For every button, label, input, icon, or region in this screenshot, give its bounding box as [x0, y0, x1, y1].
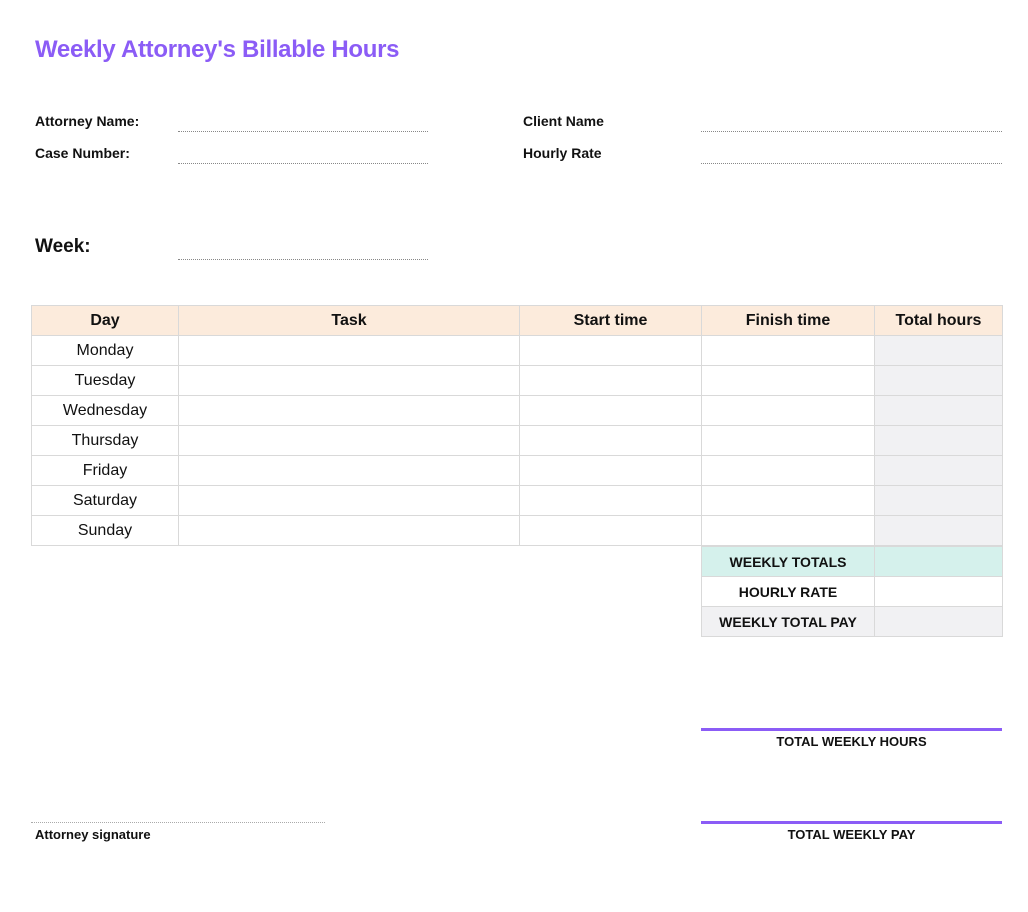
start-time-cell[interactable]: [520, 486, 702, 516]
hourly-rate-summary-label: HOURLY RATE: [702, 577, 875, 607]
table-row: [32, 366, 1003, 396]
table-row: [32, 396, 1003, 426]
weekly-totals-value[interactable]: [875, 547, 1003, 577]
attorney-signature-label: Attorney signature: [35, 827, 151, 842]
task-cell[interactable]: [179, 456, 520, 486]
finish-time-cell[interactable]: [702, 426, 875, 456]
finish-time-cell[interactable]: [702, 336, 875, 366]
table-row: [32, 456, 1003, 486]
client-name-label: Client Name: [523, 113, 604, 129]
day-cell: Sunday: [32, 516, 179, 546]
total-weekly-hours-label: TOTAL WEEKLY HOURS: [776, 734, 927, 749]
total-hours-cell[interactable]: [875, 516, 1003, 546]
weekly-totals-row: [702, 547, 1003, 577]
hourly-rate-field[interactable]: [701, 163, 1002, 164]
header-start-time: Start time: [520, 306, 702, 336]
total-hours-cell[interactable]: [875, 336, 1003, 366]
day-cell: Saturday: [32, 486, 179, 516]
total-hours-cell[interactable]: [875, 426, 1003, 456]
table-header-row: [32, 306, 1003, 336]
table-row: [32, 486, 1003, 516]
table-row: [32, 516, 1003, 546]
start-time-cell[interactable]: [520, 366, 702, 396]
case-number-field[interactable]: [178, 163, 428, 164]
attorney-name-field[interactable]: [178, 131, 428, 132]
day-cell: Monday: [32, 336, 179, 366]
total-weekly-pay-line[interactable]: [701, 821, 1002, 824]
start-time-cell[interactable]: [520, 516, 702, 546]
total-hours-cell[interactable]: [875, 396, 1003, 426]
table-row: [32, 426, 1003, 456]
task-cell[interactable]: [179, 516, 520, 546]
total-weekly-pay-label: TOTAL WEEKLY PAY: [787, 827, 916, 842]
start-time-cell[interactable]: [520, 336, 702, 366]
week-field[interactable]: [178, 259, 428, 260]
start-time-cell[interactable]: [520, 456, 702, 486]
day-cell: Tuesday: [32, 366, 179, 396]
week-label: Week:: [35, 236, 91, 257]
day-cell: Thursday: [32, 426, 179, 456]
total-hours-cell[interactable]: [875, 366, 1003, 396]
header-total-hours: Total hours: [875, 306, 1003, 336]
task-cell[interactable]: [179, 336, 520, 366]
hourly-rate-label: Hourly Rate: [523, 145, 602, 161]
day-cell: Wednesday: [32, 396, 179, 426]
attorney-name-label: Attorney Name:: [35, 113, 140, 129]
page-title: Weekly Attorney's Billable Hours: [35, 36, 400, 63]
weekly-totals-label: WEEKLY TOTALS: [702, 547, 875, 577]
weekly-total-pay-label: WEEKLY TOTAL PAY: [702, 607, 875, 637]
weekly-total-pay-row: [702, 607, 1003, 637]
header-finish-time: Finish time: [702, 306, 875, 336]
case-number-label: Case Number:: [35, 145, 130, 161]
hours-table: [31, 305, 1003, 546]
client-name-field[interactable]: [701, 131, 1002, 132]
weekly-total-pay-value[interactable]: [875, 607, 1003, 637]
signature-line[interactable]: [31, 822, 325, 823]
hourly-rate-row: [702, 577, 1003, 607]
header-day: Day: [32, 306, 179, 336]
total-weekly-hours-line[interactable]: [701, 728, 1002, 731]
finish-time-cell[interactable]: [702, 456, 875, 486]
finish-time-cell[interactable]: [702, 486, 875, 516]
summary-table: [701, 546, 1003, 637]
finish-time-cell[interactable]: [702, 396, 875, 426]
finish-time-cell[interactable]: [702, 366, 875, 396]
start-time-cell[interactable]: [520, 426, 702, 456]
start-time-cell[interactable]: [520, 396, 702, 426]
task-cell[interactable]: [179, 366, 520, 396]
table-row: [32, 336, 1003, 366]
total-hours-cell[interactable]: [875, 486, 1003, 516]
task-cell[interactable]: [179, 426, 520, 456]
task-cell[interactable]: [179, 396, 520, 426]
finish-time-cell[interactable]: [702, 516, 875, 546]
day-cell: Friday: [32, 456, 179, 486]
task-cell[interactable]: [179, 486, 520, 516]
total-hours-cell[interactable]: [875, 456, 1003, 486]
hourly-rate-value[interactable]: [875, 577, 1003, 607]
header-task: Task: [179, 306, 520, 336]
